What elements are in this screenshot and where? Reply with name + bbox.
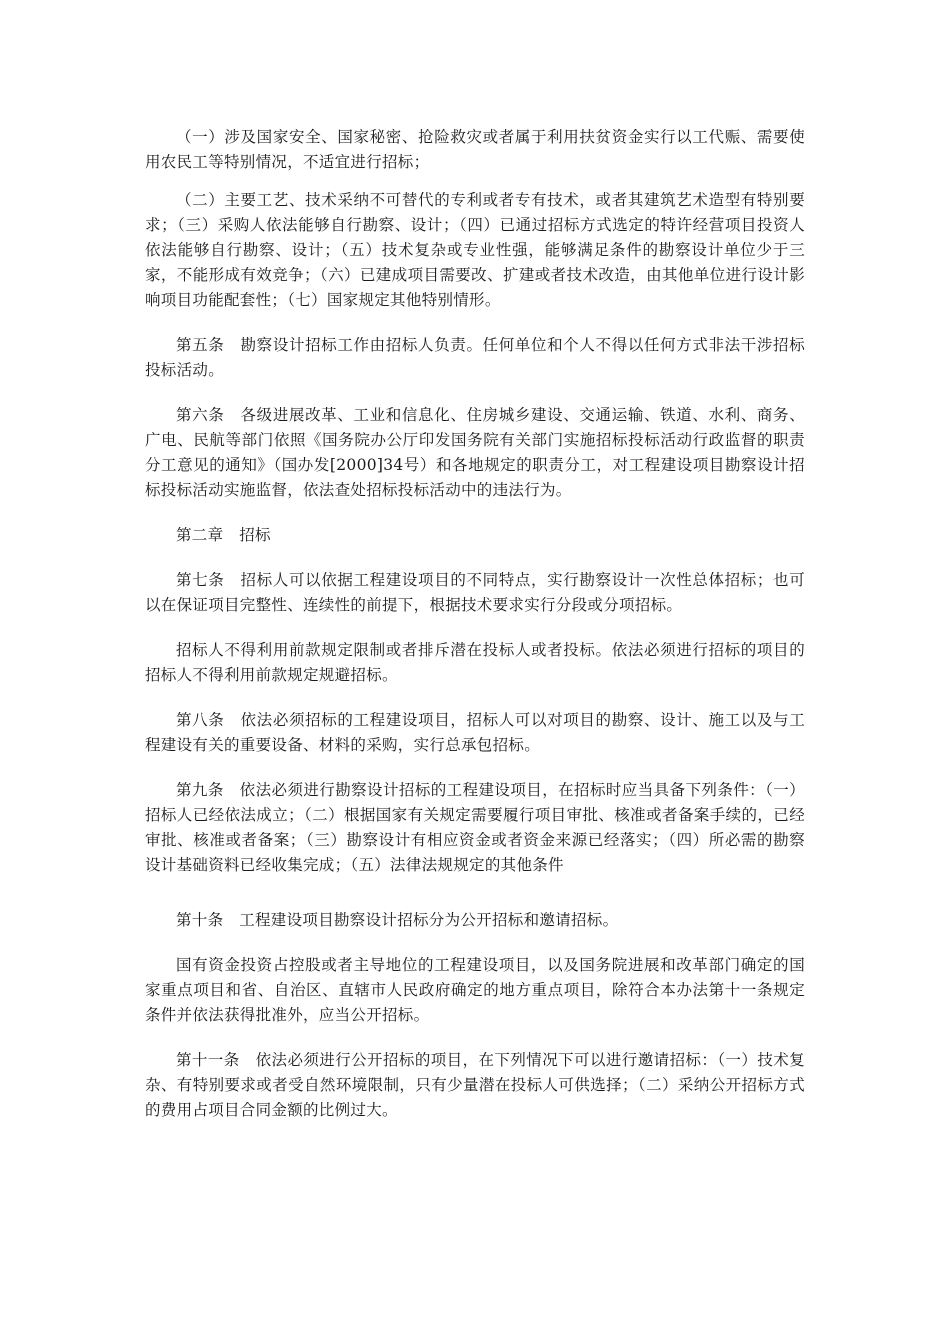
paragraph-item-2: [145, 188, 805, 313]
paragraph-text: 国有资金投资占控股或者主导地位的工程建设项目，以及国务院进展和改革部门确定的国家重点项目和省、自治区、直辖市人民政府确定的地方重点项目，除符合本办法第十一条规定条件并依法获得批准外，应当公开招标。: [145, 956, 805, 1024]
paragraph-text: 第十一条 依法必须进行公开招标的项目，在下列情况下可以进行邀请招标：（一）技术复杂、有特别要求或者受自然环境限制，只有少量潜在投标人可供选择；（二）采纳公开招标方式的费用占项目合同金额的比例过大。: [145, 1051, 805, 1119]
paragraph-text: （一）涉及国家安全、国家秘密、抢险救灾或者属于利用扶贫资金实行以工代赈、需要使用农民工等特别情况，不适宜进行招标；: [145, 128, 805, 171]
chapter-title: 第二章 招标: [176, 526, 271, 544]
article-11: [145, 1048, 805, 1123]
chapter-heading: [145, 523, 805, 548]
document-body: [145, 125, 805, 1143]
article-10: [145, 908, 805, 933]
article-10-clause-2: [145, 953, 805, 1028]
article-5: [145, 333, 805, 383]
paragraph-text: 招标人不得利用前款规定限制或者排斥潜在投标人或者投标。依法必须进行招标的项目的招标人不得利用前款规定规避招标。: [145, 641, 805, 684]
article-6: [145, 403, 805, 503]
paragraph-text: 第五条 勘察设计招标工作由招标人负责。任何单位和个人不得以任何方式非法干涉招标投标活动。: [145, 336, 805, 379]
paragraph-text: 第六条 各级进展改革、工业和信息化、住房城乡建设、交通运输、铁道、水利、商务、广电、民航等部门依照《国务院办公厅印发国务院有关部门实施招标投标活动行政监督的职责分工意见的通知》（国办发[2000]34号）和各地规定的职责分工，对工程建设项目勘察设计招标投标活动实施监督，依法查处招标投标活动中的违法行为。: [145, 406, 805, 499]
paragraph-text: 第七条 招标人可以依据工程建设项目的不同特点，实行勘察设计一次性总体招标；也可以在保证项目完整性、连续性的前提下，根据技术要求实行分段或分项招标。: [145, 571, 805, 614]
paragraph-item-1: [145, 125, 805, 175]
article-9: [145, 778, 805, 878]
paragraph-text: 第十条 工程建设项目勘察设计招标分为公开招标和邀请招标。: [176, 911, 619, 929]
paragraph-text: （二）主要工艺、技术采纳不可替代的专利或者专有技术，或者其建筑艺术造型有特别要求；（三）采购人依法能够自行勘察、设计；（四）已通过招标方式选定的特许经营项目投资人依法能够自行勘察、设计；（五）技术复杂或专业性强，能够满足条件的勘察设计单位少于三家，不能形成有效竞争；（六）已建成项目需要改、扩建或者技术改造，由其他单位进行设计影响项目功能配套性；（七）国家规定其他特别情形。: [145, 191, 805, 309]
article-7: [145, 568, 805, 618]
paragraph-text: 第九条 依法必须进行勘察设计招标的工程建设项目，在招标时应当具备下列条件：（一）招标人已经依法成立；（二）根据国家有关规定需要履行项目审批、核准或者备案手续的，已经审批、核准或者备案；（三）勘察设计有相应资金或者资金来源已经落实；（四）所必需的勘察设计基础资料已经收集完成；（五）法律法规规定的其他条件: [145, 781, 805, 874]
article-8: [145, 708, 805, 758]
paragraph-text: 第八条 依法必须招标的工程建设项目，招标人可以对项目的勘察、设计、施工以及与工程建设有关的重要设备、材料的采购，实行总承包招标。: [145, 711, 805, 754]
article-7-clause-2: [145, 638, 805, 688]
